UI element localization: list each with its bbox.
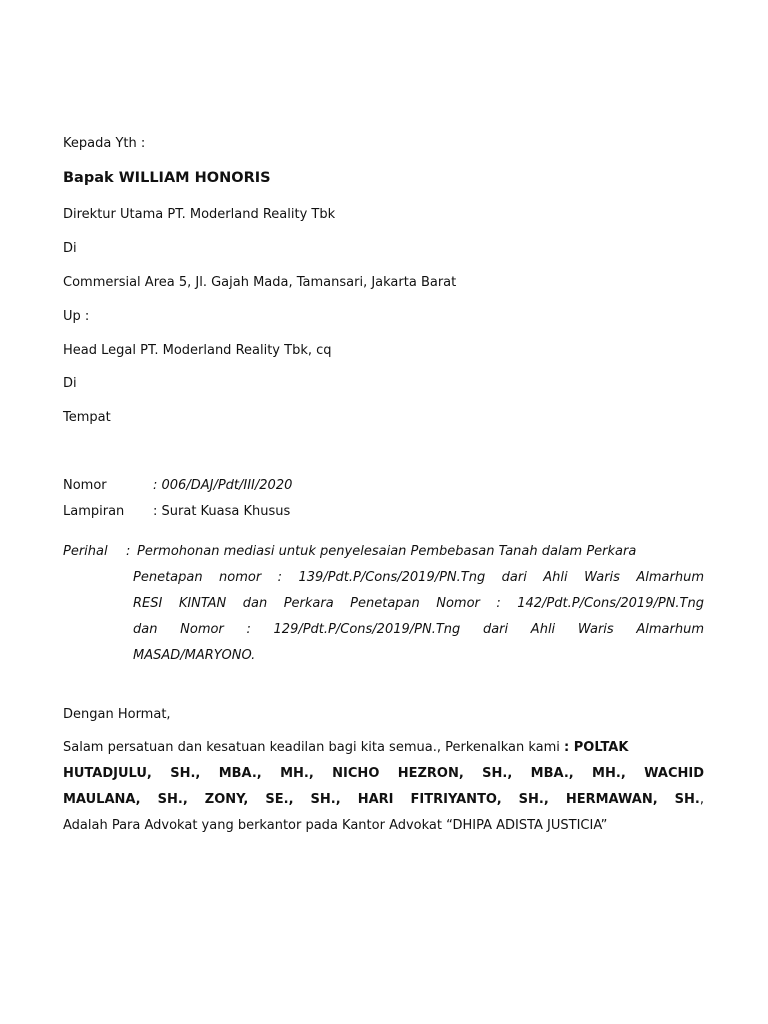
intro-line: Adalah Para Advokat yang berkantor pada Kantor Advokat “DHIPA ADISTA JUSTICIA” [63, 818, 608, 833]
up-line: Up : [63, 309, 90, 324]
greeting: Dengan Hormat, [63, 707, 171, 722]
perihal-line: dan Nomor : 129/Pdt.P/Cons/2019/PN.Tng dari Ahli Waris Almarhum [133, 622, 704, 637]
perihal-label: Perihal [63, 544, 108, 559]
salutation-to: Kepada Yth : [63, 136, 146, 151]
di-line-2: Di [63, 376, 77, 391]
recipient-name: Bapak WILLIAM HONORIS [63, 170, 271, 186]
recipient-address: Commersial Area 5, Jl. Gajah Mada, Tamansari, Jakarta Barat [63, 275, 457, 290]
intro-names: : POLTAK [564, 740, 629, 755]
perihal-colon: : [126, 544, 131, 559]
lampiran-value: : Surat Kuasa Khusus [153, 504, 291, 519]
intro-line [63, 739, 704, 765]
perihal-line: RESI KINTAN dan Perkara Penetapan Nomor : 142/Pdt.P/Cons/2019/PN.Tng [133, 596, 704, 611]
place-line: Tempat [63, 410, 111, 425]
perihal-text [133, 543, 704, 673]
intro-text: Salam persatuan dan kesatuan keadilan bagi kita semua., Perkenalkan kami [63, 740, 565, 755]
perihal-line: Permohonan mediasi untuk penyelesaian Pembebasan Tanah dalam Perkara [137, 544, 637, 559]
perihal-line: MASAD/MARYONO. [133, 648, 256, 663]
recipient-title: Direktur Utama PT. Moderland Reality Tbk [63, 207, 336, 222]
di-line-1: Di [63, 241, 77, 256]
intro-line [63, 765, 704, 791]
perihal-line: Penetapan nomor : 139/Pdt.P/Cons/2019/PN.Tng dari Ahli Waris Almarhum [133, 570, 704, 585]
intro-line [63, 791, 704, 817]
nomor-label: Nomor [63, 478, 107, 493]
lampiran-label: Lampiran [63, 504, 125, 519]
intro-comma: , [699, 792, 704, 807]
attention-line: Head Legal PT. Moderland Reality Tbk, cq [63, 343, 332, 358]
nomor-value: : 006/DAJ/Pdt/III/2020 [153, 478, 293, 493]
intro-paragraph [63, 739, 704, 843]
intro-names: HUTADJULU, SH., MBA., MH., NICHO HEZRON, SH., MBA., MH., WACHID [63, 766, 704, 781]
intro-names: MAULANA, SH., ZONY, SE., SH., HARI FITRIYANTO, SH., HERMAWAN, SH. [63, 792, 700, 807]
